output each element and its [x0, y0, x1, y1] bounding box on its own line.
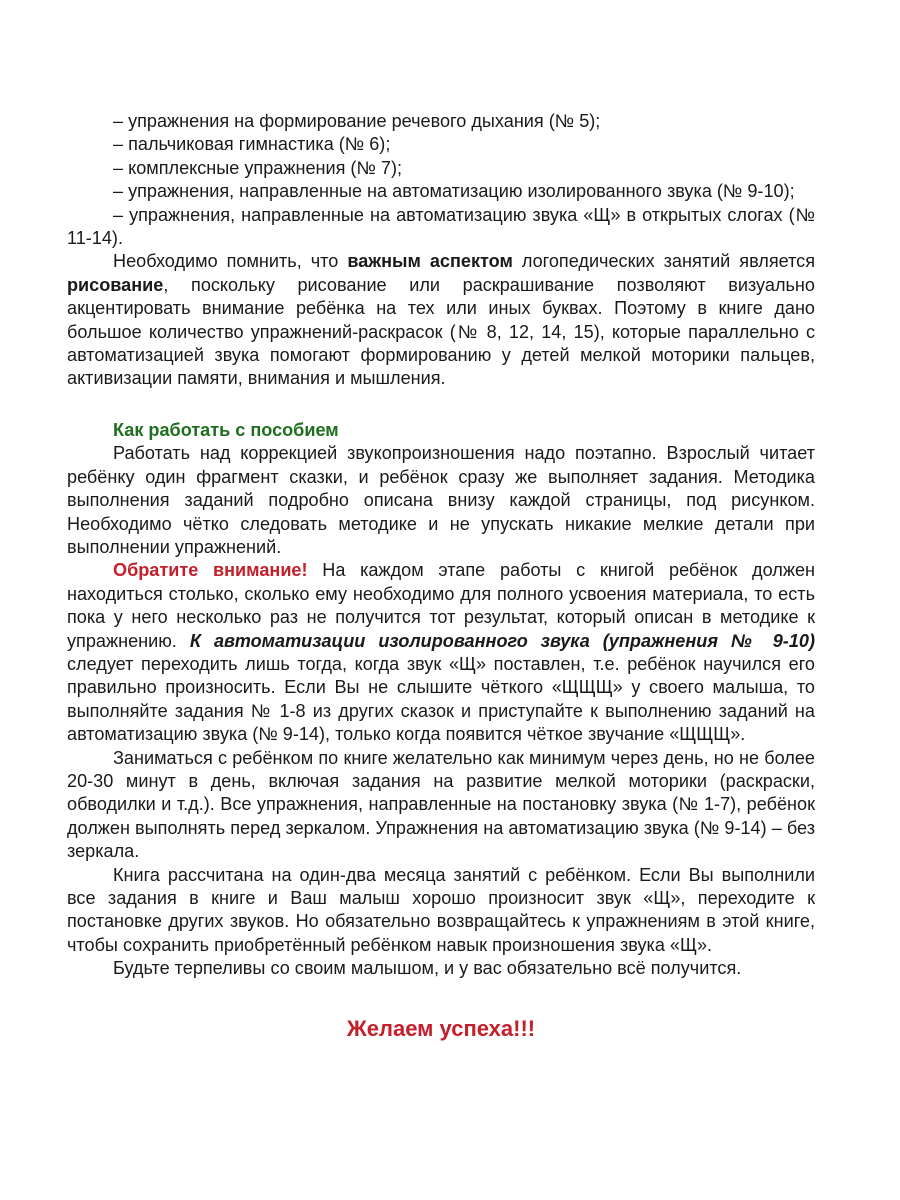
- document-page: [67, 110, 815, 1043]
- list-item-open-syllables: – упражнения, направленные на автоматизацию звука «Щ» в открытых слогах (№ 11-14).: [67, 204, 815, 249]
- drawing-text-3: , поскольку рисование или раскрашивание позволяют визуально акцентировать внимание ребёнка на тех или иных буквах. Поэтому в книге дано большое количество упражнений-раскрасок (№ 8, 12, 14, 15), которые параллельно с автоматизацией звука помогают формированию у детей мелкой моторики пальцев, активизации памяти, внимания и мышления.: [67, 274, 815, 389]
- list-item-breathing: – упражнения на формирование речевого дыхания (№ 5);: [113, 111, 601, 131]
- section-heading: Как работать с пособием: [113, 419, 339, 440]
- paragraph-attention: [67, 559, 815, 746]
- list-item-finger-gymnastics: – пальчиковая гимнастика (№ 6);: [113, 134, 391, 155]
- closing-wish: Желаем успеха!!!: [346, 1015, 536, 1041]
- attention-text-1: На каждом этапе работы с книгой ребёнок должен находиться столько, сколько ему необходимо для полного усвоения материала, то есть пока у него несколько раз не получится тот результат, который описан в методике к упражнению.: [67, 560, 815, 651]
- attention-lead: Обратите внимание!: [113, 560, 308, 581]
- paragraph-schedule: Заниматься с ребёнком по книге желательно как минимум через день, но не более 20-30 минут в день, включая задания на развитие мелкой моторики (раскраски, обводилки и т.д.). Все упражнения, направленные на постановку звука (№ 1-7), ребёнок должен выполнять перед зеркалом. Упражнения на автоматизацию звука (№ 9-14) – без зеркала.: [67, 747, 815, 862]
- drawing-text-2: логопедических занятий является: [512, 251, 816, 272]
- attention-emphasis: К автоматизации изолированного звука (упражнения № 9-10): [189, 630, 815, 651]
- paragraph-drawing: [67, 250, 815, 390]
- attention-text-2: следует переходить лишь тогда, когда звук «Щ» поставлен, т.е. ребёнок научился его правильно произносить. Если Вы не слышите чёткого «ЩЩЩ» у своего малыша, то выполняйте задания № 1-8 из других сказок и приступайте к выполнению заданий на автоматизацию звука (№ 9-14), только когда появится чёткое звучание «ЩЩЩ».: [67, 653, 815, 745]
- paragraph-patience: Будьте терпеливы со своим малышом, и у вас обязательно всё получится.: [113, 958, 742, 979]
- drawing-text-1: Необходимо помнить, что: [113, 251, 348, 272]
- paragraph-how-to-work: Работать над коррекцией звукопроизношения надо поэтапно. Взрослый читает ребёнку один фрагмент сказки, и ребёнок сразу же выполняет задания. Методика выполнения заданий подробно описана внизу каждой страницы, под рисунком. Необходимо чётко следовать методике и не упускать никакие мелкие детали при выполнении упражнений.: [67, 443, 815, 557]
- drawing-bold-drawing: рисование: [67, 274, 164, 295]
- list-item-isolated-sound: – упражнения, направленные на автоматизацию изолированного звука (№ 9-10);: [113, 181, 795, 202]
- list-item-complex-exercises: – комплексные упражнения (№ 7);: [113, 157, 403, 178]
- paragraph-duration: Книга рассчитана на один-два месяца занятий с ребёнком. Если Вы выполнили все задания в книге и Ваш малыш хорошо произносит звук «Щ», переходите к постановке других звуков. Но обязательно возвращайтесь к упражнениям в этой книге, чтобы сохранить приобретённый ребёнком навык произношения звука «Щ».: [67, 864, 815, 955]
- drawing-bold-aspect: важным аспектом: [347, 251, 513, 272]
